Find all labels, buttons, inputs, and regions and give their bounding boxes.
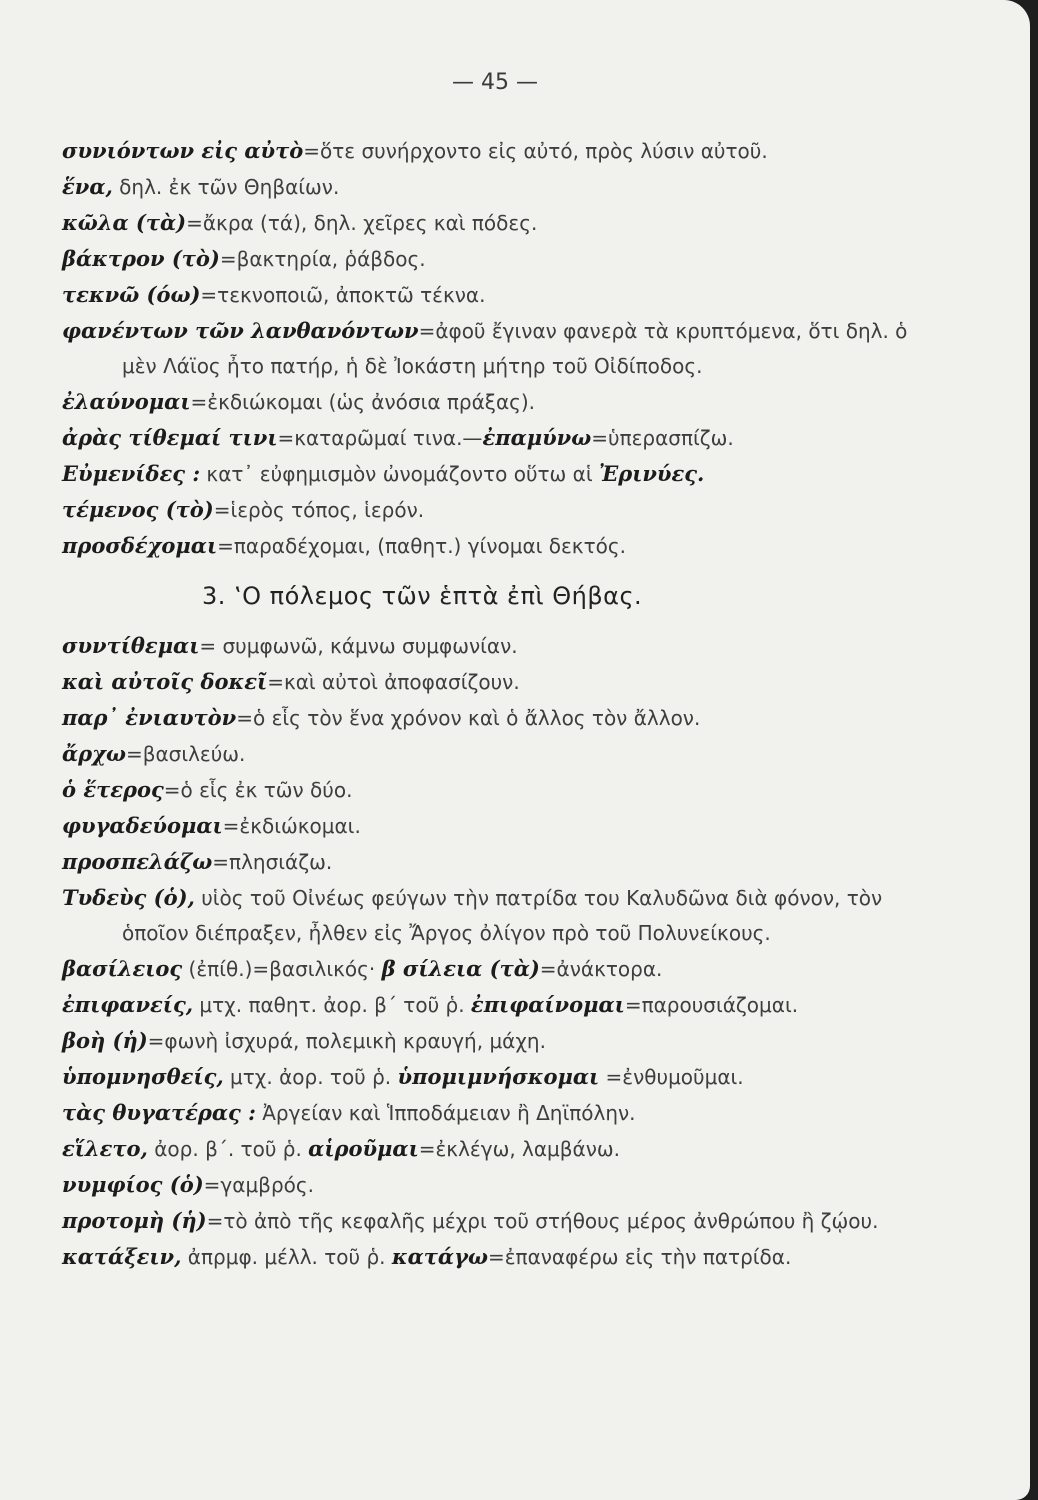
- gloss: =ὅτε συνήρχοντο εἰς αὐτό, πρὸς λύσιν αὐτοῦ.: [303, 139, 768, 163]
- gloss: =φωνὴ ἰσχυρά, πολεμικὴ κραυγή, μάχη.: [147, 1029, 546, 1053]
- headword: ἐπιφανείς,: [62, 992, 194, 1017]
- gloss: =ἀνάκτορα.: [539, 957, 663, 981]
- gloss: =βασιλεύω.: [125, 742, 246, 766]
- gloss: =ὁ εἷς ἐκ τῶν δύο.: [163, 778, 353, 802]
- glossary-entry: [62, 987, 912, 1023]
- gloss: =τὸ ἀπὸ τῆς κεφαλῆς μέχρι τοῦ στήθους μέρος ἀνθρώπου ἢ ζῴου.: [206, 1209, 879, 1233]
- glossary-entry: [62, 1239, 912, 1275]
- glossary-entry: [62, 951, 912, 987]
- headword: ἐλαύνομαι: [62, 389, 191, 414]
- glossary-entry: [62, 456, 912, 492]
- headword: φυγαδεύομαι: [62, 813, 223, 838]
- gloss: =ἄκρα (τά), δηλ. χεῖρες καὶ πόδες.: [186, 211, 538, 235]
- glossary-entry: [62, 205, 912, 241]
- headword: Εὐμενίδες :: [62, 461, 201, 486]
- headword: ὑπομιμνήσκομαι: [397, 1064, 600, 1089]
- headword: ὁ ἕτερος: [62, 777, 164, 802]
- glossary-entry: [62, 1095, 912, 1131]
- glossary-entry: [62, 169, 912, 205]
- headword: ἐπαμύνω: [482, 425, 592, 450]
- headword: συνιόντων εἰς αὐτὸ: [62, 138, 304, 163]
- glossary-entry: [62, 1059, 912, 1095]
- glossary-entry: [62, 313, 912, 384]
- headword: Τυδεὺς (ὁ),: [62, 885, 195, 910]
- headword: καὶ αὐτοῖς δοκεῖ: [62, 669, 268, 694]
- gloss: ἀορ. β΄. τοῦ ῥ.: [147, 1137, 309, 1161]
- gloss: δηλ. ἐκ τῶν Θηβαίων.: [112, 175, 340, 199]
- gloss: =ἀφοῦ ἔγιναν φανερὰ τὰ κρυπτόμενα, ὅτι δηλ. ὁ μὲν Λάϊος ἦτο πατήρ, ἡ δὲ Ἰοκάστη μήτηρ τοῦ Οἰδίποδος.: [122, 319, 908, 378]
- gloss: =τεκνοποιῶ, ἀποκτῶ τέκνα.: [200, 283, 486, 307]
- headword: τεκνῶ (όω): [62, 282, 201, 307]
- gloss: =ὑπερασπίζω.: [591, 426, 734, 450]
- headword: ἄρχω: [62, 741, 126, 766]
- glossary-entry: [62, 700, 912, 736]
- glossary-body: [62, 133, 912, 1275]
- glossary-entry: [62, 1131, 912, 1167]
- headword: τέμενος (τὸ): [62, 497, 214, 522]
- gloss: =ἱερὸς τόπος, ἱερόν.: [213, 498, 425, 522]
- gloss: μτχ. παθητ. ἀορ. β΄ τοῦ ῥ.: [193, 993, 471, 1017]
- gloss: μτχ. ἀορ. τοῦ ῥ.: [223, 1065, 398, 1089]
- headword: προτομὴ (ἡ): [62, 1208, 207, 1233]
- gloss: = συμφωνῶ, κάμνω συμφωνίαν.: [199, 634, 518, 658]
- headword: νυμφίος (ὁ): [62, 1172, 204, 1197]
- gloss: =ἐνθυμοῦμαι.: [599, 1065, 744, 1089]
- gloss: =ἐπαναφέρω εἰς τὴν πατρίδα.: [487, 1245, 792, 1269]
- glossary-list-top: [62, 133, 912, 564]
- headword: ὑπομνησθείς,: [62, 1064, 224, 1089]
- headword: ἕνα,: [62, 174, 113, 199]
- glossary-entry: [62, 808, 912, 844]
- headword: εἵλετο,: [62, 1136, 148, 1161]
- glossary-entry: [62, 241, 912, 277]
- gloss: =ὁ εἷς τὸν ἕνα χρόνον καὶ ὁ ἄλλος τὸν ἄλλον.: [236, 706, 701, 730]
- section-title: 3. ‛Ο πόλεμος τῶν ἑπτὰ ἐπὶ Θήβας.: [202, 582, 643, 610]
- glossary-entry: [62, 492, 912, 528]
- headword: βασίλειος: [62, 956, 183, 981]
- glossary-entry: [62, 880, 912, 951]
- gloss: =ἐκλέγω, λαμβάνω.: [418, 1137, 621, 1161]
- glossary-entry: [62, 772, 912, 808]
- gloss: υἱὸς τοῦ Οἰνέως φεύγων τὴν πατρίδα του Καλυδῶνα διὰ φόνον, τὸν ὁποῖον διέπραξεν, ἦλθεν εἰς Ἄργος ὀλίγον πρὸ τοῦ Πολυνείκους.: [122, 886, 883, 945]
- glossary-list-bottom: [62, 628, 912, 1275]
- gloss: =γαμβρός.: [203, 1173, 314, 1197]
- headword: ἀρὰς τίθεμαί τινι: [62, 425, 278, 450]
- glossary-entry: [62, 736, 912, 772]
- headword: προσδέχομαι: [62, 533, 218, 558]
- headword: προσπελάζω: [62, 849, 213, 874]
- gloss: =βακτηρία, ῥάβδος.: [219, 247, 426, 271]
- gloss: κατ᾽ εὐφημισμὸν ὠνομάζοντο οὕτω αἱ: [200, 462, 599, 486]
- glossary-entry: [62, 628, 912, 664]
- glossary-entry: [62, 277, 912, 313]
- headword: παρ᾽ ἐνιαυτὸν: [62, 705, 237, 730]
- headword: κῶλα (τὰ): [62, 210, 187, 235]
- glossary-entry: [62, 133, 912, 169]
- headword: κατάξειν,: [62, 1244, 182, 1269]
- glossary-entry: [62, 384, 912, 420]
- gloss: =παρουσιάζομαι.: [624, 993, 799, 1017]
- page-number: — 45 —: [452, 70, 538, 95]
- gloss: ἀπρμφ. μέλλ. τοῦ ῥ.: [181, 1245, 392, 1269]
- gloss: =καὶ αὐτοὶ ἀποφασίζουν.: [267, 670, 520, 694]
- glossary-entry: [62, 1203, 912, 1239]
- headword: αἱροῦμαι: [308, 1136, 419, 1161]
- headword: β σίλεια (τὰ): [381, 956, 540, 981]
- gloss: =πλησιάζω.: [212, 850, 333, 874]
- glossary-entry: [62, 1023, 912, 1059]
- glossary-entry: [62, 420, 912, 456]
- headword: κατάγω: [391, 1244, 488, 1269]
- headword: συντίθεμαι: [62, 633, 200, 658]
- headword: τὰς θυγατέρας :: [62, 1100, 256, 1125]
- headword: Ἐρινύες.: [598, 461, 705, 486]
- headword: φανέντων τῶν λανθανόντων: [62, 318, 419, 343]
- gloss: (ἐπίθ.)=βασιλικός·: [182, 957, 382, 981]
- headword: βοὴ (ἡ): [62, 1028, 148, 1053]
- gloss: =καταρῶμαί τινα.—: [277, 426, 483, 450]
- glossary-entry: [62, 1167, 912, 1203]
- headword: ἐπιφαίνομαι: [470, 992, 625, 1017]
- glossary-entry: [62, 844, 912, 880]
- glossary-entry: [62, 528, 912, 564]
- gloss: =ἐκδιώκομαι (ὡς ἀνόσια πράξας).: [190, 390, 536, 414]
- gloss: =παραδέχομαι, (παθητ.) γίνομαι δεκτός.: [217, 534, 626, 558]
- gloss: =ἐκδιώκομαι.: [222, 814, 361, 838]
- headword: βάκτρον (τὸ): [62, 246, 220, 271]
- gloss: Ἀργείαν καὶ Ἱπποδάμειαν ἢ Δηϊπόλην.: [255, 1101, 636, 1125]
- glossary-entry: [62, 664, 912, 700]
